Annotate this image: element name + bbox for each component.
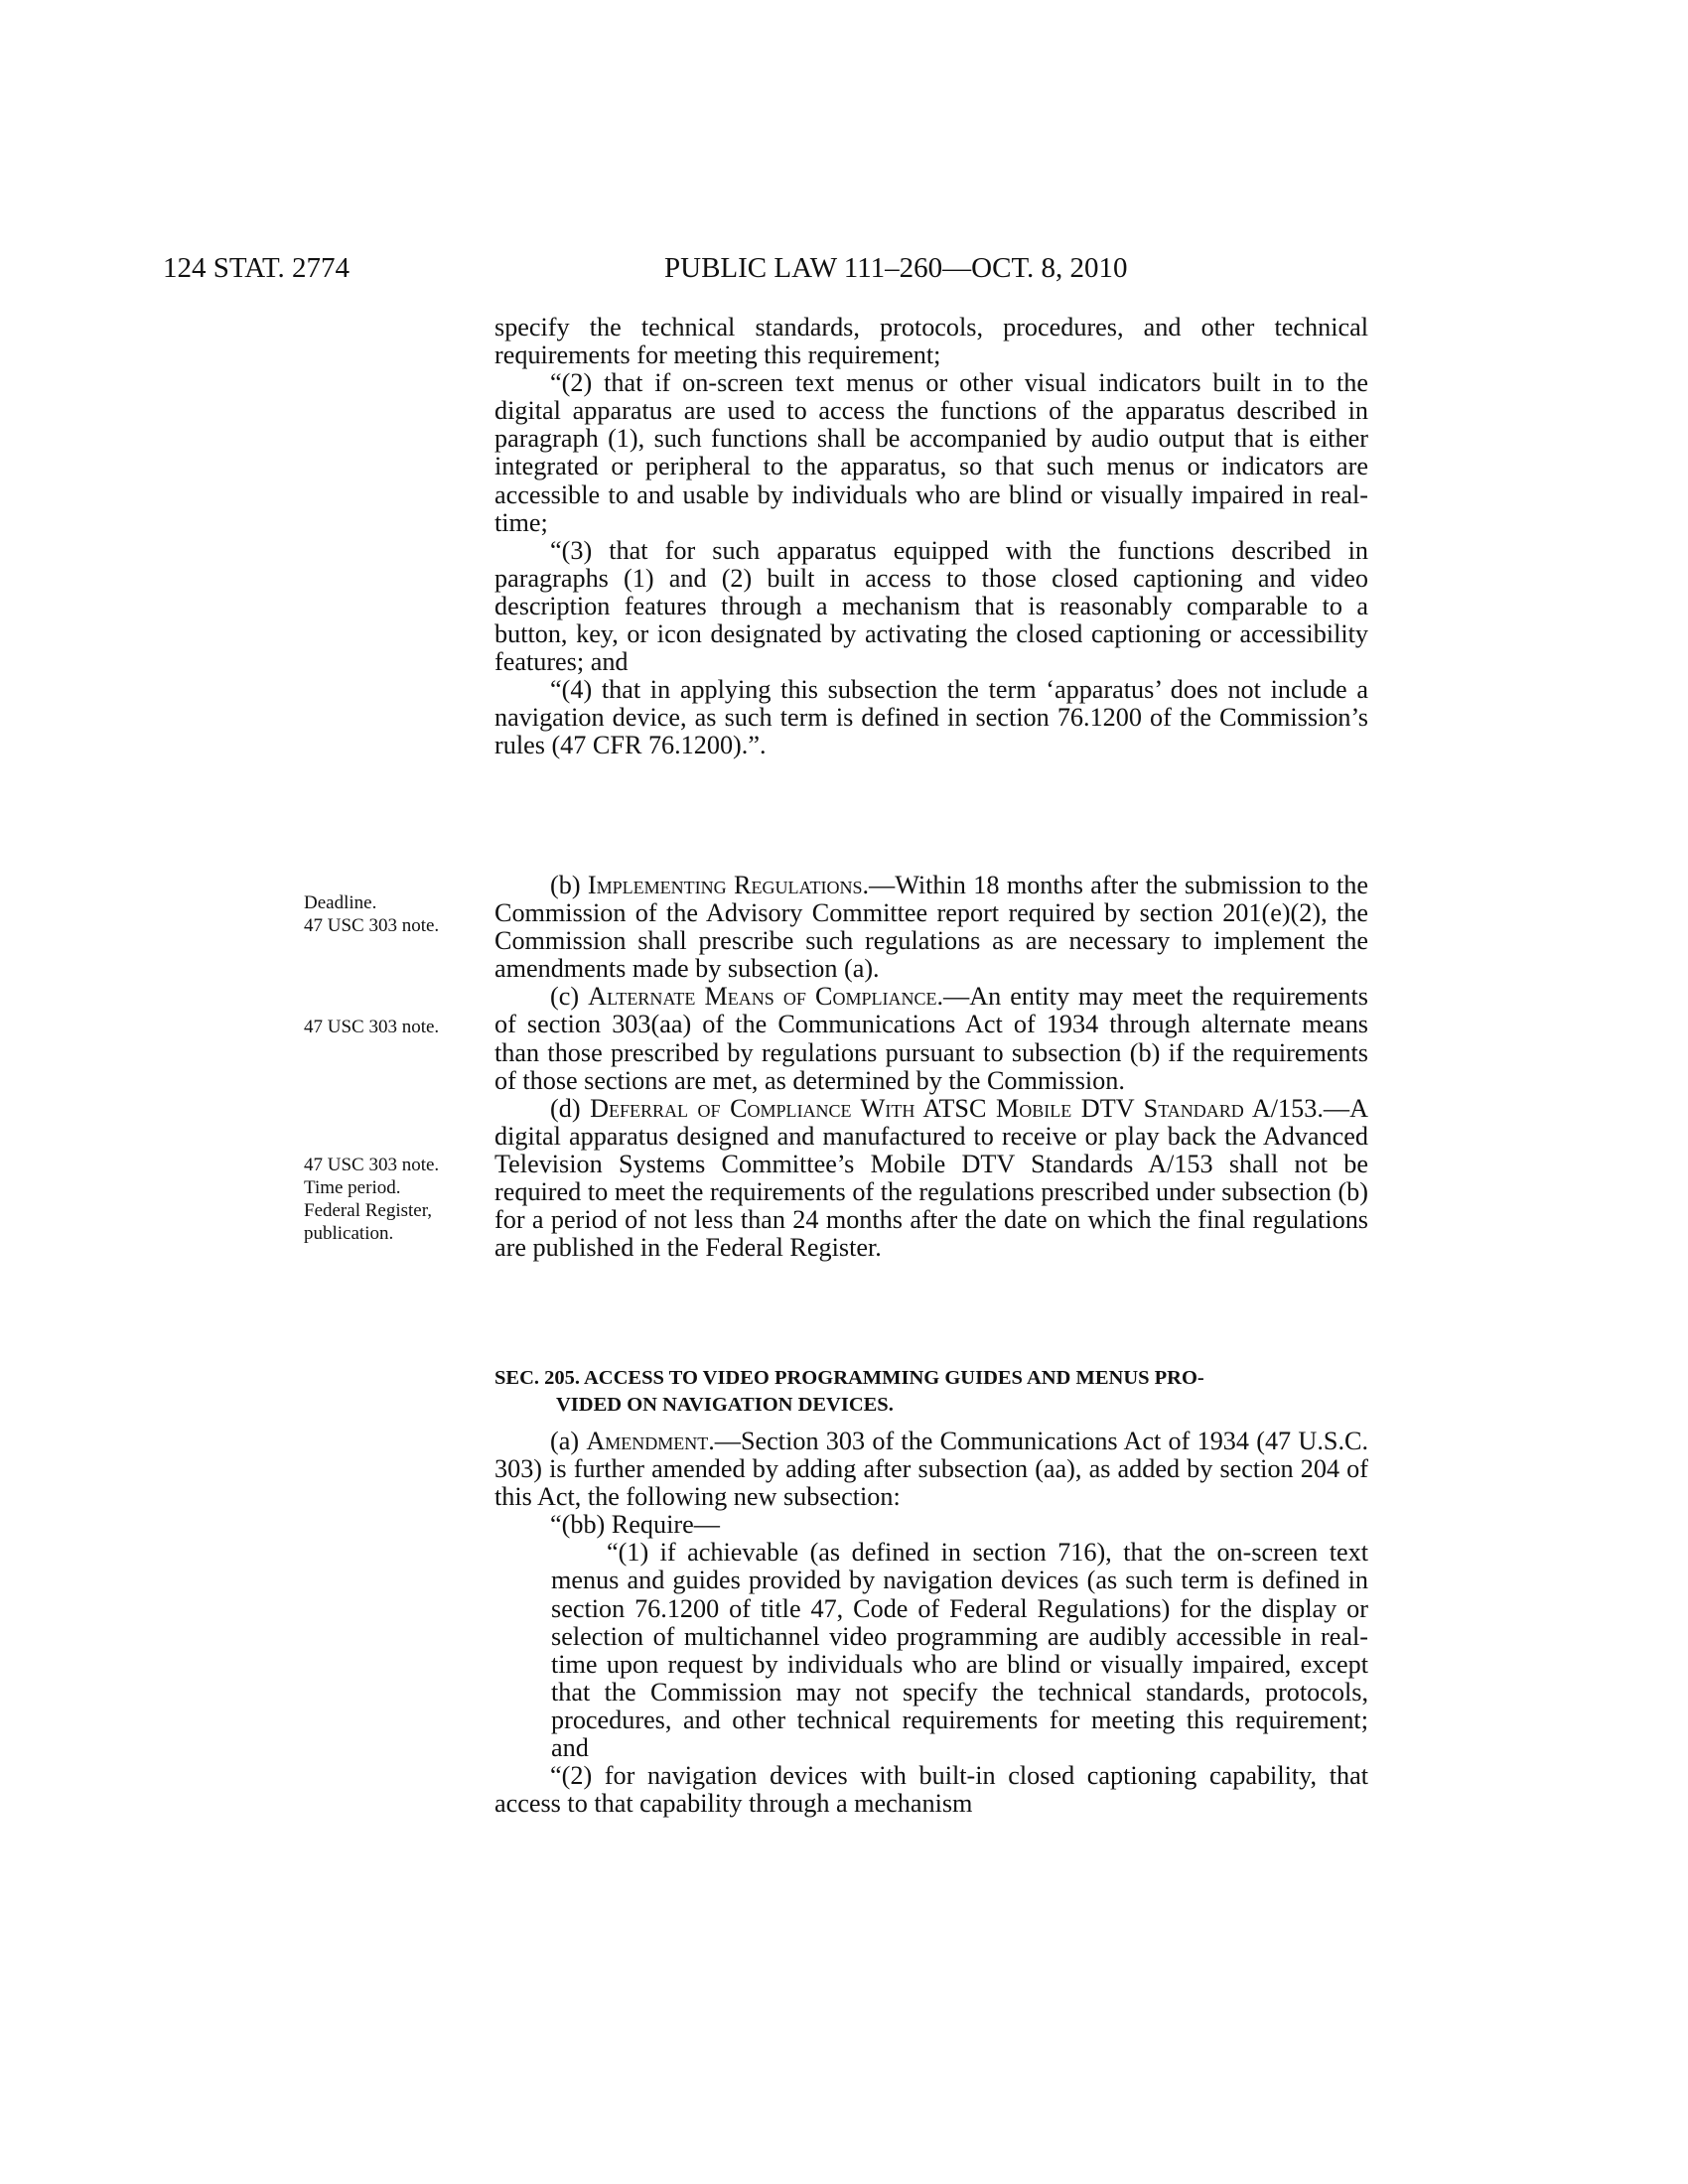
paragraph: “(4) that in applying this subsection the term ‘apparatus’ does not include a navigation device, as such term is defined in section 76.1200 of the Commission’s rules (47 CFR 76.1200).”.: [494, 675, 1368, 760]
margin-note-d: [304, 1154, 473, 1245]
quoted-heading: “(bb) Require—: [550, 1510, 720, 1540]
margin-note-c: [304, 1016, 473, 1038]
margin-note-line: 47 USC 303 note.: [304, 915, 440, 936]
section-heading: [494, 1365, 1368, 1419]
subsection-text: —Within 18 months after the submission to the Commission of the Advisory Committee report required by section 201(e)(2), the Commission shall prescribe such regulations as are necessary to implement the amendments made by subsection (a).: [494, 871, 1368, 984]
section-heading-line: VIDED ON NAVIGATION DEVICES.: [556, 1394, 894, 1416]
running-title: PUBLIC LAW 111–260—OCT. 8, 2010: [664, 252, 1128, 284]
subsection-c: [494, 983, 1368, 1094]
subsection-heading: Amendment.: [586, 1427, 715, 1455]
subsection-b: [494, 872, 1368, 983]
paragraph: “(1) if achievable (as defined in section 716), that the on-screen text menus and guides provided by navigation devices (as such term is defined in section 76.1200 of title 47, Code of Federal Regulations) for the display or selection of multichannel video programming are audibly accessible in real-time upon request by individuals who are blind or visually impaired, except that the Commission may not specify the technical standards, protocols, procedures, and other technical requirements for meeting this requirement; and: [551, 1538, 1368, 1763]
margin-note-b: [304, 891, 473, 937]
subsection-label: (c): [550, 982, 589, 1012]
subsection-text: —A digital apparatus designed and manufactured to receive or play back the Advanced Television Systems Committee’s Mobile DTV Standards A/153 shall not be required to meet the requirements of the regulations prescribed under subsection (b) for a period of not less than 24 months after the date on which the final regulations are published in the Federal Register.: [494, 1093, 1368, 1263]
statute-page-number: 124 STAT. 2774: [163, 252, 351, 284]
subsection-heading: Implementing Regulations.: [587, 871, 870, 899]
margin-note-line: publication.: [304, 1223, 394, 1244]
margin-note-line: Deadline.: [304, 892, 377, 913]
subsection-text: —An entity may meet the requirements of section 303(aa) of the Communications Act of 1934 through alternate means than those prescribed by regulations pursuant to subsection (b) if the requirements of those sections are met, as determined by the Commission.: [494, 982, 1368, 1095]
paragraph: “(3) that for such apparatus equipped with the functions described in paragraphs (1) and (2) built in access to those closed captioning and video description features through a mechanism that is reasonably comparable to a button, key, or icon designated by activating the closed captioning or accessibility features; and: [494, 535, 1368, 677]
subsection-heading: Alternate Means of Compliance.: [588, 982, 944, 1012]
continuation-text: [494, 314, 1368, 760]
paragraph: specify the technical standards, protocols, procedures, and other technical requirements for meeting this requirement;: [494, 313, 1368, 370]
margin-note-line: Federal Register,: [304, 1200, 433, 1221]
section-heading-line: SEC. 205. ACCESS TO VIDEO PROGRAMMING GUIDES AND MENUS PRO-: [494, 1367, 1204, 1389]
section-205: [494, 1365, 1368, 1419]
paragraph: “(2) for navigation devices with built-in closed captioning capability, that access to that capability through a mechanism: [494, 1761, 1368, 1819]
subsection-label: (d): [550, 1093, 591, 1123]
margin-note-line: 47 USC 303 note.: [304, 1155, 440, 1175]
subsection-heading: Deferral of Compliance With ATSC Mobile DTV Standard A/153.: [590, 1093, 1324, 1123]
subsection-label: (b): [550, 871, 588, 899]
paragraph: “(2) that if on-screen text menus or other visual indicators built in to the digital apparatus are used to access the functions of the apparatus described in paragraph (1), such functions shall be accompanied by audio output that is either integrated or peripheral to the apparatus, so that such menus or indicators are accessible to and usable by individuals who are blind or visually impaired in real-time;: [494, 368, 1368, 537]
subsection-text: —Section 303 of the Communications Act of 1934 (47 U.S.C. 303) is further amended by adding after subsection (aa), as added by section 204 of this Act, the following new subsection:: [494, 1427, 1368, 1512]
subsection-d: [494, 1095, 1368, 1263]
subsection-label: (a): [550, 1427, 587, 1455]
subsection-a: [494, 1428, 1368, 1511]
margin-note-line: 47 USC 303 note.: [304, 1017, 440, 1037]
subsections: [494, 872, 1368, 1262]
margin-note-line: Time period.: [304, 1177, 401, 1198]
section-205-body: [494, 1428, 1368, 1818]
